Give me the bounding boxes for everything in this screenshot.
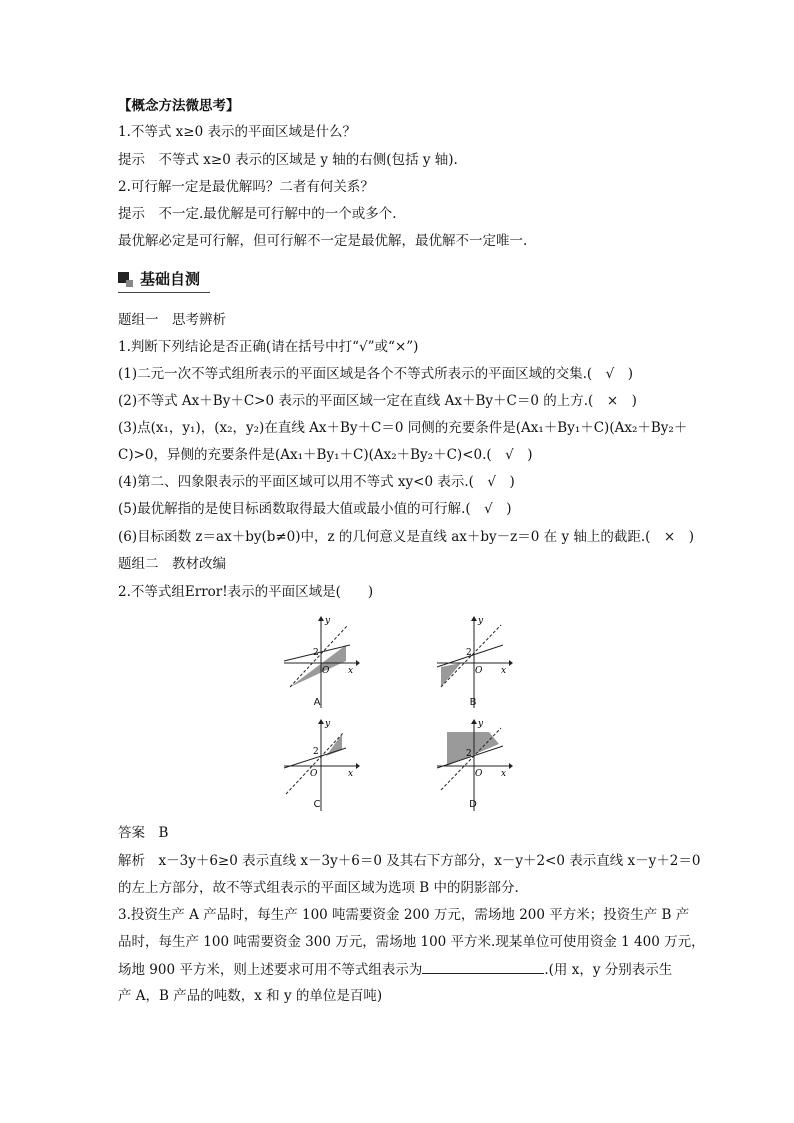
analysis-line-1: 解析 x－3y＋6≥0 表示直线 x－3y＋6＝0 及其右下方部分，x－y＋2<0 表示直线 x－y＋2＝0 <box>118 853 701 869</box>
origin-label: O <box>310 769 318 779</box>
concept-question-2: 2.可行解一定是最优解吗？二者有何关系？ <box>118 179 374 195</box>
x-axis-label: x <box>501 666 507 676</box>
origin-label: O <box>475 769 483 779</box>
option-a-label: A <box>313 697 321 708</box>
intercept-label: 2 <box>466 749 472 759</box>
concept-hint-1: 提示 不等式 x≥0 表示的区域是 y 轴的右侧(包括 y 轴). <box>118 152 458 168</box>
y-axis-label: y <box>325 616 331 626</box>
shaded-region <box>326 734 342 756</box>
question-3-line-1: 3.投资生产 A 产品时，每生产 100 吨需要资金 200 万元，需场地 200 平方米；投资生产 B 产 <box>118 907 690 923</box>
concept-question-1: 1.不等式 x≥0 表示的平面区域是什么？ <box>118 124 356 140</box>
y-axis-label: y <box>478 616 484 626</box>
y-axis-label: y <box>478 719 484 729</box>
answer-blank[interactable] <box>422 959 544 974</box>
question-1-intro: 1.判断下列结论是否正确(请在括号中打“√”或“×”) <box>118 339 419 355</box>
intercept-label: 2 <box>313 648 319 658</box>
origin-label: O <box>475 666 483 676</box>
origin-label: O <box>322 666 330 676</box>
concept-heading: 【概念方法微思考】 <box>118 98 240 114</box>
section-title: 基础自测 <box>140 270 201 288</box>
question-3-line-4: 产 A，B 产品的吨数，x 和 y 的单位是百吨) <box>118 988 383 1004</box>
statement-1: (1)二元一次不等式组所表示的平面区域是各个不等式所表示的平面区域的交集.( √ ) <box>118 366 634 382</box>
section-underline <box>118 292 210 293</box>
statement-5: (5)最优解指的是使目标函数取得最大值或最小值的可行解.( √ ) <box>118 501 512 517</box>
intercept-label: 2 <box>466 648 472 658</box>
question-3-text-before-blank: 场地 900 平方米，则上述要求可用不等式组表示为 <box>118 962 423 978</box>
group1-label: 题组一 思考辨析 <box>118 312 226 328</box>
statement-3-line-1: (3)点(x₁，y₁)，(x₂，y₂)在直线 Ax＋By＋C＝0 同侧的充要条件是(Ax₁＋By₁＋C)(Ax₂＋By₂＋ <box>118 420 688 436</box>
shaded-region <box>447 732 499 766</box>
intercept-label: 2 <box>313 747 319 757</box>
question-3-text-after-blank: .(用 x，y 分别表示生 <box>544 962 673 978</box>
option-b-label: B <box>469 697 477 708</box>
section-heading <box>118 268 210 294</box>
analysis-line-2: 的左上方部分，故不等式组表示的平面区域为选项 B 中的阴影部分. <box>118 880 519 896</box>
x-axis-label: x <box>348 666 354 676</box>
graph-option-b <box>433 615 513 710</box>
statement-4: (4)第二、四象限表示的平面区域可以用不等式 xy<0 表示.( √ ) <box>118 474 515 490</box>
question-2: 2.不等式组Error!表示的平面区域是( ) <box>118 584 374 600</box>
graph-option-a <box>280 615 360 710</box>
question-3-line-3 <box>118 959 672 980</box>
option-c-label: C <box>313 799 321 810</box>
question-3-line-2: 品时，每生产 100 吨需要资金 300 万元，需场地 100 平方米.现某单位可使用资金 1 400 万元， <box>118 934 705 950</box>
statement-2: (2)不等式 Ax＋By＋C>0 表示的平面区域一定在直线 Ax＋By＋C＝0 的上方.( × ) <box>118 393 637 409</box>
concept-hint-2: 提示 不一定.最优解是可行解中的一个或多个. <box>118 206 397 222</box>
y-axis-label: y <box>325 719 331 729</box>
concept-hint-2-continued: 最优解必定是可行解，但可行解不一定是最优解，最优解不一定唯一. <box>118 233 528 249</box>
x-axis-label: x <box>501 769 507 779</box>
answer: 答案 B <box>118 825 169 841</box>
statement-6: (6)目标函数 z＝ax＋by(b≠0)中，z 的几何意义是直线 ax＋by－z＝0 在 y 轴上的截距.( × ) <box>118 529 694 545</box>
option-d-label: D <box>469 799 477 810</box>
x-axis-label: x <box>348 769 354 779</box>
shaded-region <box>441 663 461 687</box>
statement-3-line-2: C)>0，异侧的充要条件是(Ax₁＋By₁＋C)(Ax₂＋By₂＋C)<0.( √ ) <box>118 447 533 463</box>
group2-label: 题组二 教材改编 <box>118 556 226 572</box>
boundary-line-dashed <box>286 732 344 794</box>
